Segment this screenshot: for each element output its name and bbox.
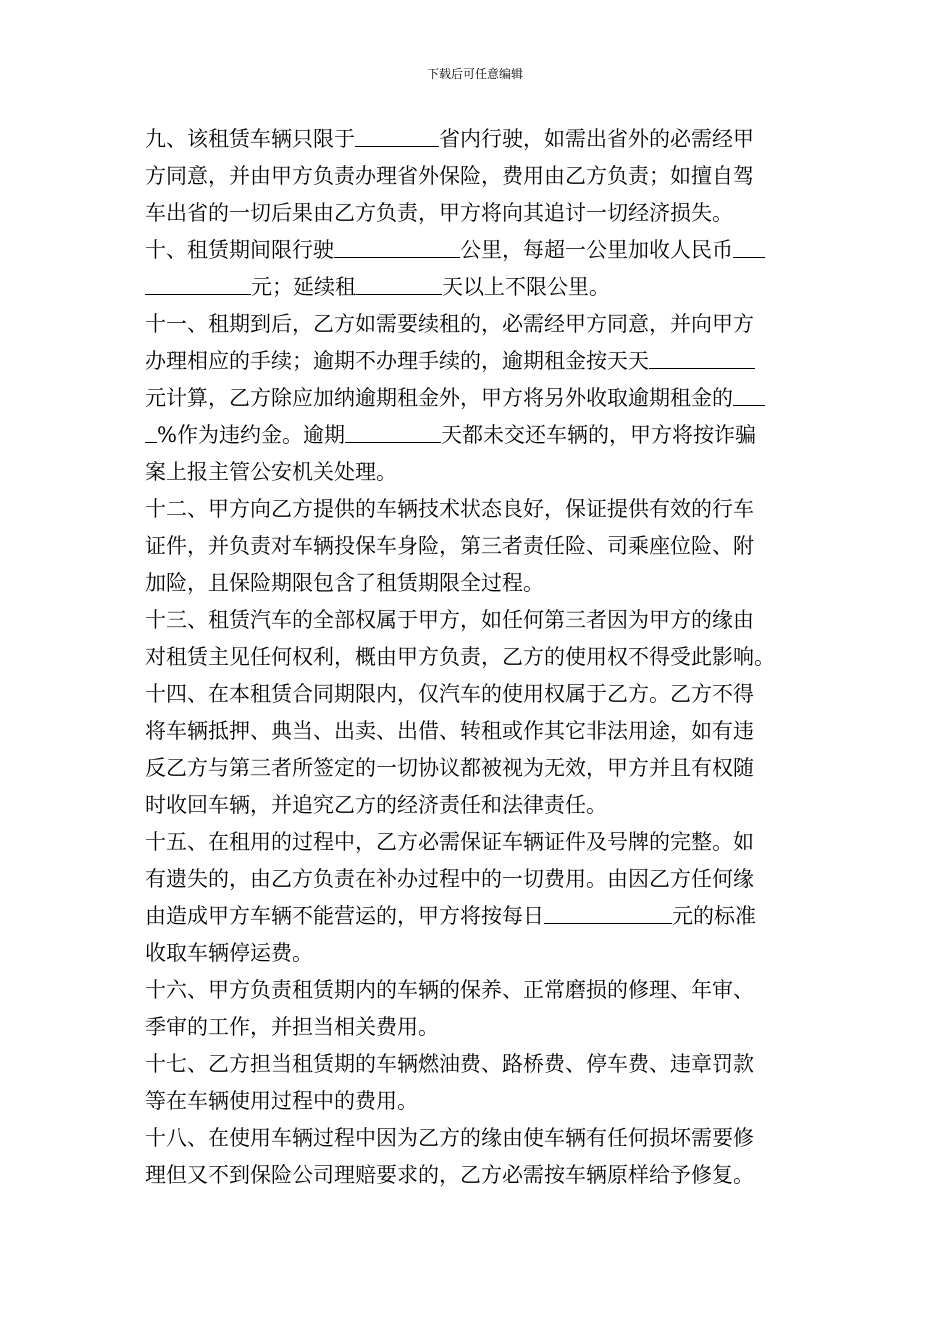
contract-body (145, 121, 810, 1194)
text-line (145, 1046, 810, 1083)
line-text: 十五、在租用的过程中，乙方必需保证车辆证件及号牌的完整。如 (145, 830, 754, 854)
fill-in-blank (733, 383, 765, 406)
text-line (145, 1083, 810, 1120)
line-text: 时收回车辆，并追究乙方的经济责任和法律责任。 (145, 793, 607, 817)
line-text: 天以上不限公里。 (442, 275, 610, 299)
fill-in-blank (649, 346, 755, 369)
text-line (145, 972, 810, 1009)
line-text: 十、租赁期间限行驶 (145, 238, 334, 262)
text-line (145, 639, 810, 676)
line-text: 元计算，乙方除应加纳逾期租金外，甲方将另外收取逾期租金的 (145, 386, 733, 410)
line-text: 公里，每超一公里加收人民币 (460, 238, 733, 262)
text-line (145, 935, 810, 972)
text-line (145, 750, 810, 787)
line-text: 案上报主管公安机关处理。 (145, 460, 397, 484)
text-line (145, 158, 810, 195)
line-text: 车出省的一切后果由乙方负责，甲方将向其追讨一切经济损失。 (145, 201, 733, 225)
text-line (145, 861, 810, 898)
line-text: 办理相应的手续；逾期不办理手续的，逾期租金按天天 (145, 349, 649, 373)
line-text: 元；延续租 (251, 275, 356, 299)
text-line (145, 565, 810, 602)
fill-in-blank (356, 272, 442, 295)
fill-in-blank (544, 901, 672, 924)
line-text: 方同意，并由甲方负责办理省外保险，费用由乙方负责；如擅自驾 (145, 164, 754, 188)
line-text: 省内行驶，如需出省外的必需经甲 (439, 127, 754, 151)
text-line (145, 898, 810, 935)
text-line (145, 713, 810, 750)
fill-in-blank (334, 235, 460, 258)
text-line (145, 528, 810, 565)
text-line (145, 1120, 810, 1157)
line-text: 天都未交还车辆的，甲方将按诈骗 (440, 423, 756, 447)
text-line (145, 269, 810, 306)
line-text: 加险，且保险期限包含了租赁期限全过程。 (145, 571, 544, 595)
text-line (145, 306, 810, 343)
line-text: 元的标准 (672, 904, 756, 928)
line-text: 十六、甲方负责租赁期内的车辆的保养、正常磨损的修理、年审、 (145, 978, 754, 1002)
fill-in-blank (345, 420, 441, 443)
text-line (145, 787, 810, 824)
line-text: 十一、租期到后，乙方如需要续租的，必需经甲方同意，并向甲方 (145, 312, 754, 336)
text-line (145, 1157, 810, 1194)
fill-in-blank (145, 272, 251, 295)
fill-in-blank (355, 124, 439, 147)
line-text: 等在车辆使用过程中的费用。 (145, 1089, 418, 1113)
text-line (145, 1009, 810, 1046)
line-text: 对租赁主见任何权利，概由甲方负责，乙方的使用权不得受此影响。 (145, 645, 775, 669)
line-text: 反乙方与第三者所签定的一切协议都被视为无效，甲方并且有权随 (145, 756, 754, 780)
line-text: 十四、在本租赁合同期限内，仅汽车的使用权属于乙方。乙方不得 (145, 682, 754, 706)
line-text: 十八、在使用车辆过程中因为乙方的缘由使车辆有任何损坏需要修 (145, 1126, 754, 1150)
text-line (145, 417, 810, 454)
line-text: 由造成甲方车辆不能营运的，甲方将按每日 (145, 904, 544, 928)
fill-in-blank (145, 420, 157, 443)
text-line (145, 121, 810, 158)
text-line (145, 824, 810, 861)
line-text: 十三、租赁汽车的全部权属于甲方，如任何第三者因为甲方的缘由 (145, 608, 754, 632)
line-text: 季审的工作，并担当相关费用。 (145, 1015, 439, 1039)
line-text: 将车辆抵押、典当、出卖、出借、转租或作其它非法用途，如有违 (145, 719, 754, 743)
text-line (145, 380, 810, 417)
line-text: 有遗失的，由乙方负责在补办过程中的一切费用。由因乙方任何缘 (145, 867, 754, 891)
text-line (145, 232, 810, 269)
text-line (145, 491, 810, 528)
line-text: 证件，并负责对车辆投保车身险，第三者责任险、司乘座位险、附 (145, 534, 754, 558)
page-header: 下载后可任意编辑 (426, 67, 523, 81)
line-text: 收取车辆停运费。 (145, 941, 313, 965)
line-text: 十二、甲方向乙方提供的车辆技术状态良好，保证提供有效的行车 (145, 497, 754, 521)
text-line (145, 343, 810, 380)
line-text: 理但又不到保险公司理赔要求的，乙方必需按车辆原样给予修复。 (145, 1163, 754, 1187)
fill-in-blank (733, 235, 765, 258)
line-text: 九、该租赁车辆只限于 (145, 127, 355, 151)
text-line (145, 602, 810, 639)
line-text: 十七、乙方担当租赁期的车辆燃油费、路桥费、停车费、违章罚款 (145, 1052, 754, 1076)
text-line (145, 195, 810, 232)
line-text: %作为违约金。逾期 (157, 423, 345, 447)
text-line (145, 454, 810, 491)
text-line (145, 676, 810, 713)
